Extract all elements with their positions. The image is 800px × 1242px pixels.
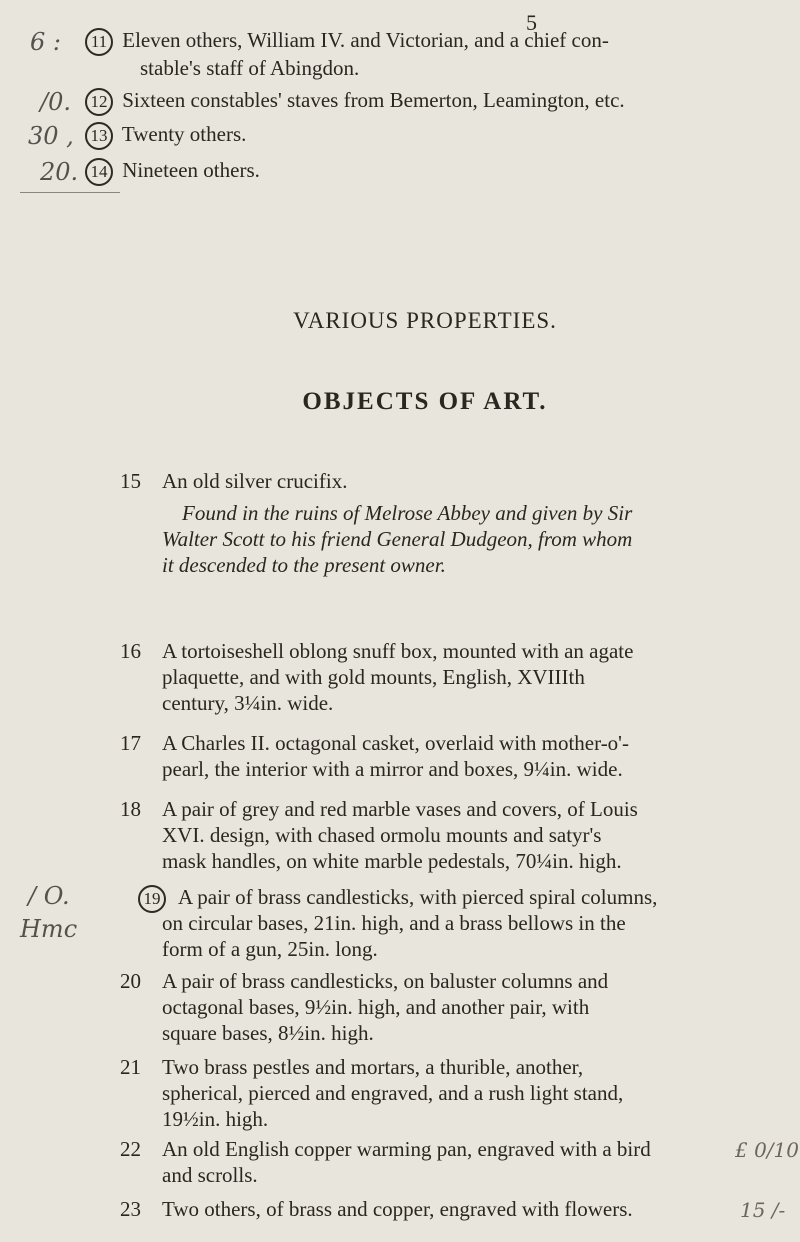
entry-22 — [120, 1136, 730, 1188]
entry-number: 18 — [120, 797, 141, 821]
entry-line: A pair of brass candlesticks, with pierced spiral columns, — [178, 885, 658, 909]
entry-23 — [120, 1196, 730, 1222]
entry-18 — [120, 796, 730, 874]
lot-number-19: 19 — [138, 885, 166, 913]
lot-number-11: 11 — [85, 28, 113, 56]
price-note-22: £ 0/10 — [735, 1138, 799, 1162]
entry-provenance: it descended to the present owner. — [162, 553, 446, 577]
entry-line: century, 3¼in. wide. — [162, 691, 334, 715]
entry-21 — [120, 1054, 730, 1132]
entry-number: 16 — [120, 639, 141, 663]
lot-11-text-a: Eleven others, William IV. and Victorian, and a chief con- — [122, 28, 609, 52]
pencil-divider — [20, 192, 120, 193]
entry-19 — [120, 884, 730, 962]
lot-11 — [85, 28, 609, 56]
entry-number: 21 — [120, 1055, 141, 1079]
entry-line: spherical, pierced and engraved, and a rush light stand, — [162, 1081, 624, 1105]
entry-line: mask handles, on white marble pedestals, 70¼in. high. — [162, 849, 622, 873]
entry-number: 15 — [120, 469, 141, 493]
entry-number — [138, 884, 178, 913]
lot-14-text: Nineteen others. — [122, 158, 260, 182]
entry-number: 17 — [120, 731, 141, 755]
entry-number: 23 — [120, 1197, 141, 1221]
entry-15 — [120, 468, 730, 578]
subsection-heading: OBJECTS OF ART. — [302, 388, 548, 415]
lot-number-13: 13 — [85, 122, 113, 150]
price-note-13: 30 , — [28, 122, 74, 150]
buyer-note-19: Hmc — [20, 915, 78, 943]
entry-line: square bases, 8½in. high. — [162, 1021, 374, 1045]
entry-20 — [120, 968, 730, 1046]
entry-provenance: Walter Scott to his friend General Dudgeon, from whom — [162, 527, 633, 551]
lot-13-text: Twenty others. — [121, 122, 247, 146]
entry-line: plaquette, and with gold mounts, English, XVIIIth — [162, 665, 585, 689]
lot-number-12: 12 — [85, 88, 113, 116]
entry-line: XVI. design, with chased ormolu mounts and satyr's — [162, 823, 602, 847]
lot-11-cont: stable's staff of Abingdon. — [140, 56, 360, 80]
lot-12 — [85, 88, 625, 116]
price-note-12: /0. — [40, 88, 71, 116]
entry-line: A tortoiseshell oblong snuff box, mounted with an agate — [162, 639, 634, 663]
section-heading: VARIOUS PROPERTIES. — [293, 308, 557, 333]
entry-line: A pair of grey and red marble vases and covers, of Louis — [162, 797, 638, 821]
page-number: 5 — [526, 10, 537, 35]
lot-13 — [85, 122, 246, 150]
entry-line: An old silver crucifix. — [162, 469, 348, 493]
entry-number: 20 — [120, 969, 141, 993]
entry-line: 19½in. high. — [162, 1107, 269, 1131]
entry-line: form of a gun, 25in. long. — [162, 937, 378, 961]
entry-provenance: Found in the ruins of Melrose Abbey and given by Sir — [182, 501, 633, 525]
price-note-14: 20. — [40, 158, 79, 186]
entry-line: pearl, the interior with a mirror and boxes, 9¼in. wide. — [162, 757, 623, 781]
entry-17 — [120, 730, 730, 782]
lot-14 — [85, 158, 260, 186]
entry-16 — [120, 638, 730, 716]
entry-line: and scrolls. — [162, 1163, 258, 1187]
entry-line: octagonal bases, 9½in. high, and another pair, with — [162, 995, 590, 1019]
entry-number: 22 — [120, 1137, 141, 1161]
price-note-11: 6 : — [30, 28, 61, 56]
entry-line: Two brass pestles and mortars, a thurible, another, — [162, 1055, 584, 1079]
lot-number-14: 14 — [85, 158, 113, 186]
price-note-19: / O. — [28, 882, 70, 910]
entry-line: Two others, of brass and copper, engraved with flowers. — [162, 1197, 633, 1221]
entry-line: on circular bases, 21in. high, and a brass bellows in the — [162, 911, 626, 935]
price-note-23: 15 /- — [740, 1198, 786, 1222]
entry-line: A Charles II. octagonal casket, overlaid with mother-o'- — [162, 731, 629, 755]
lot-12-text: Sixteen constables' staves from Bemerton, Leamington, etc. — [122, 88, 625, 112]
entry-line: An old English copper warming pan, engraved with a bird — [162, 1137, 651, 1161]
entry-line: A pair of brass candlesticks, on baluster columns and — [162, 969, 609, 993]
